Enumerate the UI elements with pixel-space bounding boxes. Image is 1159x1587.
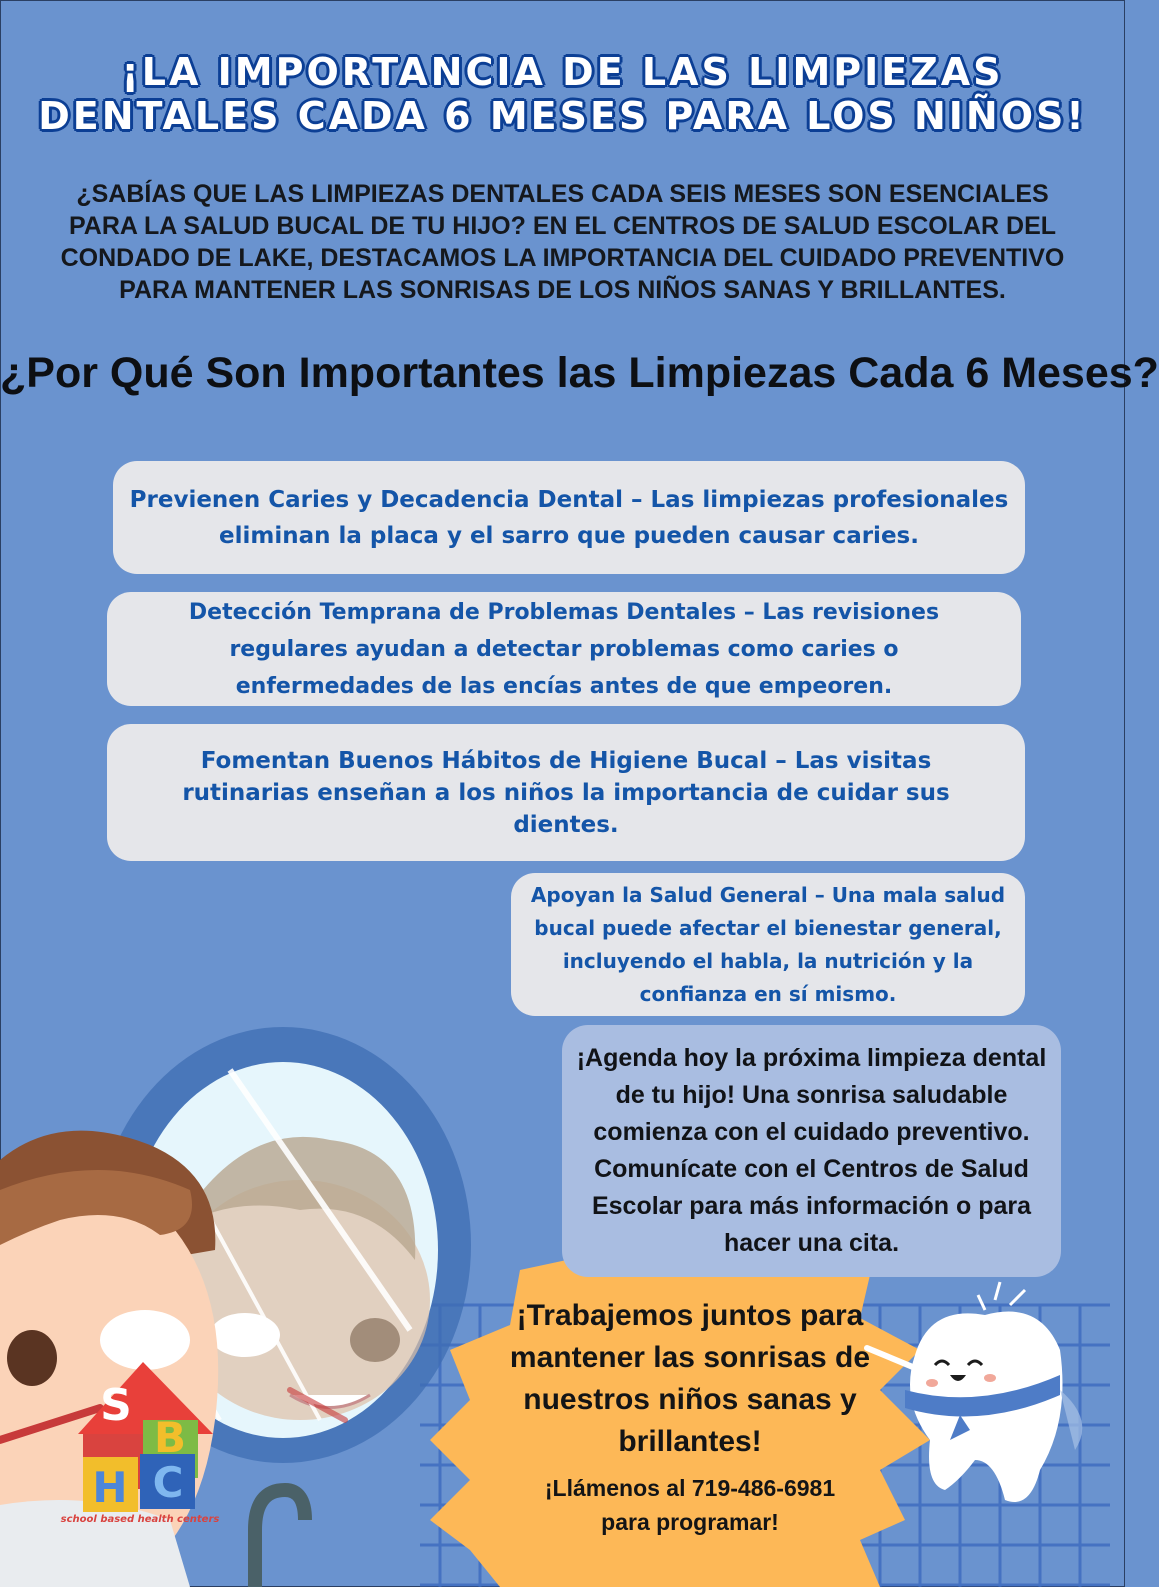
benefit-card-early-detection <box>107 592 1021 706</box>
benefit-card-general-health <box>511 873 1025 1016</box>
benefit-text: Detección Temprana de Problemas Dentales – Las revisiones regulares ayudan a detectar problemas como caries o enfermedades de las encías antes de que empeoren. <box>188 599 940 699</box>
logo-tagline: school based health centers <box>60 1514 220 1525</box>
title-line-2: DENTALES CADA 6 MESES PARA LOS NIÑOS! <box>38 94 1087 138</box>
call-to-action-text: ¡Agenda hoy la próxima limpieza dental de tu hijo! Una sonrisa saludable comienza con el cuidado preventivo. Comunícate con el Centros de Salud Escolar para más información o para hacer una cita. <box>576 1044 1047 1257</box>
logo-letter-s: S <box>100 1380 132 1431</box>
benefit-card-cavities <box>113 461 1025 574</box>
benefit-text: Apoyan la Salud General – Una mala salud bucal puede afectar el bienestar general, incluyendo el habla, la nutrición y la confianza en sí mismo. <box>530 882 1006 1006</box>
phone-line: ¡Llámenos al 719-486-6981 <box>544 1475 836 1501</box>
sbhc-logo <box>60 1362 220 1527</box>
logo-letter-h: H <box>92 1463 128 1512</box>
title-line-1: ¡LA IMPORTANCIA DE LAS LIMPIEZAS <box>121 50 1004 94</box>
logo-letter-c: C <box>152 1458 184 1507</box>
intro-line-4: PARA MANTENER LAS SONRISAS DE LOS NIÑOS SANAS Y BRILLANTES. <box>119 276 1006 304</box>
benefit-text: Fomentan Buenos Hábitos de Higiene Bucal – Las visitas rutinarias enseñan a los niños la importancia de cuidar sus dientes. <box>182 747 950 838</box>
intro-line-3: CONDADO DE LAKE, DESTACAMOS LA IMPORTANCIA DEL CUIDADO PREVENTIVO <box>60 244 1065 272</box>
logo-letter-b: B <box>153 1413 187 1462</box>
starburst-message <box>500 1295 880 1539</box>
call-to-action-box <box>562 1025 1061 1277</box>
starburst-headline: ¡Trabajemos juntos para mantener las sonrisas de nuestros niños sanas y brillantes! <box>509 1299 871 1458</box>
section-heading: ¿Por Qué Son Importantes las Limpiezas Cada 6 Meses? <box>0 349 1159 397</box>
tooth-mascot <box>867 1282 1082 1502</box>
schedule-line: para programar! <box>601 1509 779 1535</box>
page-title <box>0 50 1125 138</box>
phone-callout <box>500 1471 880 1539</box>
intro-line-2: PARA LA SALUD BUCAL DE TU HIJO? EN EL CENTROS DE SALUD ESCOLAR DEL <box>68 212 1057 240</box>
benefit-text: Previenen Caries y Decadencia Dental – Las limpiezas profesionales eliminan la placa y el sarro que pueden causar caries. <box>129 486 1009 549</box>
intro-line-1: ¿SABÍAS QUE LAS LIMPIEZAS DENTALES CADA SEIS MESES SON ESENCIALES <box>76 180 1049 208</box>
benefit-card-hygiene-habits <box>107 724 1025 861</box>
intro-paragraph <box>60 178 1065 306</box>
